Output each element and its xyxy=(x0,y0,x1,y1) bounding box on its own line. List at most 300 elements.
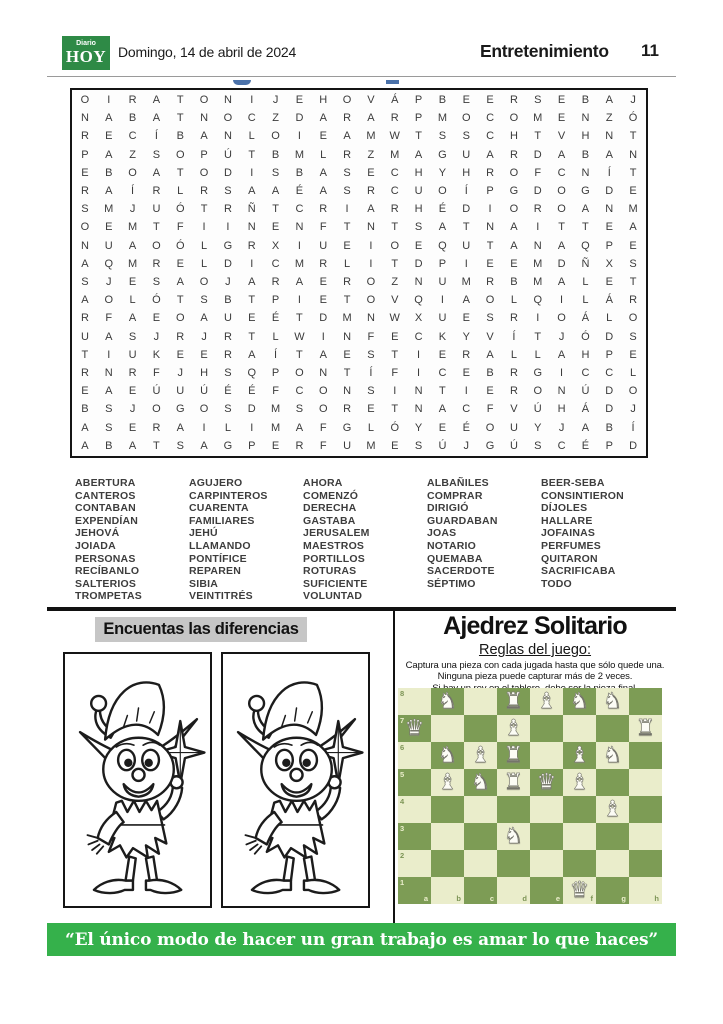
wordsearch-letter: O xyxy=(199,94,209,107)
wordsearch-letter: T xyxy=(248,148,256,161)
wordsearch-letter: J xyxy=(201,330,207,343)
wordsearch-letter: I xyxy=(536,312,540,325)
logo-diario-text: Diario xyxy=(76,40,96,47)
wordsearch-letter: T xyxy=(176,166,184,179)
wordsearch-letter: L xyxy=(177,185,184,198)
wordsearch-letter: F xyxy=(319,221,327,234)
wordsearch-letter: O xyxy=(533,385,543,398)
wordsearch-letter: É xyxy=(438,203,447,216)
wordsearch-letter: E xyxy=(367,166,375,179)
board-square xyxy=(629,796,662,823)
wordsearch-letter: E xyxy=(414,239,423,252)
board-square xyxy=(497,877,530,904)
wordsearch-letter: R xyxy=(343,112,352,125)
wordsearch-letter: T xyxy=(391,257,399,270)
wordsearch-letter: T xyxy=(248,330,256,343)
wordsearch-letter: M xyxy=(628,203,638,216)
wordsearch-letter: J xyxy=(630,403,636,416)
wordsearch-letter: C xyxy=(486,112,495,125)
wordsearch-letter: A xyxy=(105,112,113,125)
quote-bar xyxy=(47,923,676,956)
wordsearch-letter: É xyxy=(248,385,256,398)
wordsearch-letter: D xyxy=(295,112,304,125)
wordsearch-letter: R xyxy=(509,148,518,161)
wordsearch-letter: W xyxy=(294,330,305,343)
white-queen-icon: ♛ xyxy=(536,769,557,795)
white-bishop-icon: ♝ xyxy=(602,796,623,822)
board-square xyxy=(398,796,431,823)
wordsearch-letter: R xyxy=(295,439,304,452)
wordsearch-letter: B xyxy=(438,94,447,107)
wordsearch-letter: E xyxy=(319,294,327,307)
wordsearch-letter: L xyxy=(320,148,327,161)
wordsearch-letter: B xyxy=(271,148,280,161)
wordsearch-letter: M xyxy=(533,112,543,125)
file-label: e xyxy=(555,894,560,903)
wordsearch-letter: Z xyxy=(391,276,399,289)
wordsearch-letter: R xyxy=(128,367,137,380)
wordsearch-letter: I xyxy=(393,385,397,398)
wordsearch-letter: A xyxy=(367,203,375,216)
wordsearch-letter: N xyxy=(629,148,638,161)
wordsearch-letter: B xyxy=(605,421,613,434)
wordsearch-letter: I xyxy=(440,294,444,307)
wordsearch-letter: É xyxy=(224,385,232,398)
wordsearch-letter: N xyxy=(223,130,232,143)
wordsearch-letter: C xyxy=(295,385,304,398)
wordsearch-letter: N xyxy=(533,239,542,252)
wordsearch-letter: Ó xyxy=(390,421,400,434)
wordsearch-letter: R xyxy=(343,276,352,289)
wordsearch-letter: N xyxy=(80,112,89,125)
wordsearch-letter: É xyxy=(271,312,280,325)
wordsearch-letter: A xyxy=(557,148,566,161)
wordsearch-letter: D xyxy=(247,403,256,416)
wordsearch-letter: D xyxy=(462,203,471,216)
wordsearch-letter: C xyxy=(128,130,137,143)
wordsearch-letter: C xyxy=(271,257,280,270)
wordsearch-letter: A xyxy=(414,148,423,161)
wordsearch-letter: M xyxy=(127,257,138,270)
word-item: SACERDOTE xyxy=(426,565,495,578)
board-square xyxy=(398,850,431,877)
white-knight-icon: ♞ xyxy=(569,688,590,714)
word-item: JERUSALEM xyxy=(303,527,370,540)
wordsearch-letter: F xyxy=(319,439,327,452)
wordsearch-letter: C xyxy=(295,203,304,216)
wordsearch-letter: U xyxy=(414,185,423,198)
wordsearch-letter: A xyxy=(367,112,375,125)
wordsearch-letter: X xyxy=(414,312,423,325)
wordsearch-letter: N xyxy=(414,276,423,289)
word-item: LLAMANDO xyxy=(189,539,251,552)
white-bishop-icon: ♝ xyxy=(470,742,491,768)
wordsearch-letter: Z xyxy=(129,148,136,161)
wordsearch-letter: N xyxy=(247,221,256,234)
wordsearch-letter: E xyxy=(176,348,184,361)
header-divider xyxy=(47,76,676,77)
wordsearch-letter: J xyxy=(463,439,469,452)
wordsearch-letter: N xyxy=(80,239,89,252)
section-divider-horizontal xyxy=(47,607,676,611)
wordsearch-letter: I xyxy=(417,367,421,380)
wordsearch-letter: E xyxy=(248,312,256,325)
wordsearch-letter: L xyxy=(224,421,231,434)
wordsearch-letter: A xyxy=(557,239,566,252)
wordsearch-letter: V xyxy=(510,403,518,416)
wordsearch-letter: N xyxy=(295,221,304,234)
wordsearch-letter: T xyxy=(296,312,303,325)
board-square xyxy=(596,850,629,877)
wordsearch-letter: A xyxy=(81,257,89,270)
board-square xyxy=(398,877,431,904)
wordsearch-letter: G xyxy=(175,403,185,416)
wordsearch-letter: E xyxy=(200,348,208,361)
wordsearch-letter: E xyxy=(128,421,137,434)
wordsearch-letter: Ñ xyxy=(247,203,256,216)
wordsearch-letter: T xyxy=(272,203,279,216)
wordsearch-letter: F xyxy=(153,367,160,380)
wordsearch-letter: O xyxy=(223,112,233,125)
wordsearch-letter: O xyxy=(342,94,352,107)
wordsearch-letter: N xyxy=(605,203,614,216)
board-square xyxy=(431,715,464,742)
wordsearch-letter: Q xyxy=(247,367,257,380)
wordsearch-letter: F xyxy=(105,312,113,325)
date-text: Domingo, 14 de abril de 2024 xyxy=(118,44,297,60)
wordsearch-letter: I xyxy=(250,94,254,107)
board-square xyxy=(431,769,464,796)
wordsearch-letter: E xyxy=(557,112,566,125)
wordsearch-letter: E xyxy=(319,130,327,143)
wordsearch-letter: S xyxy=(105,403,113,416)
wordsearch-letter: G xyxy=(223,439,233,452)
wordsearch-letter: I xyxy=(536,221,540,234)
wordsearch-letter: E xyxy=(343,348,351,361)
section-divider-vertical xyxy=(393,611,395,925)
white-knight-icon: ♞ xyxy=(503,823,524,849)
wordsearch-letter: C xyxy=(462,403,471,416)
wordsearch-letter: M xyxy=(366,439,376,452)
board-square xyxy=(563,877,596,904)
wordsearch-letter: Y xyxy=(534,421,542,434)
wordsearch-letter: Í xyxy=(512,330,516,343)
white-queen-icon: ♛ xyxy=(569,877,590,903)
wordsearch-letter: A xyxy=(105,330,113,343)
wordsearch-letter: É xyxy=(581,439,590,452)
wordsearch-letter: S xyxy=(367,385,375,398)
wordsearch-letter: O xyxy=(557,203,566,216)
wordsearch-letter: T xyxy=(81,348,89,361)
wordsearch-letter: S xyxy=(629,330,637,343)
wordsearch-letter: A xyxy=(200,439,208,452)
chess-rule-line: Captura una pieza con cada jugada hasta que sólo quede una. xyxy=(405,660,665,671)
wordsearch-letter: R xyxy=(343,148,352,161)
wordsearch-letter: O xyxy=(628,385,638,398)
wordsearch-letter: R xyxy=(509,367,518,380)
wordsearch-letter: D xyxy=(605,403,614,416)
board-square xyxy=(629,742,662,769)
file-label: h xyxy=(654,894,659,903)
wordsearch-letter: S xyxy=(534,94,542,107)
wordsearch-letter: E xyxy=(105,221,113,234)
wordsearch-letter: L xyxy=(201,257,208,270)
wordsearch-letter: Í xyxy=(631,421,635,434)
spot-difference-image-left xyxy=(63,652,212,908)
wordsearch-letter: C xyxy=(605,367,614,380)
white-rook-icon: ♜ xyxy=(503,769,524,795)
board-square xyxy=(629,688,662,715)
wordsearch-letter: L xyxy=(510,294,517,307)
wordsearch-letter: A xyxy=(557,348,566,361)
wordsearch-letter: C xyxy=(390,166,399,179)
wordsearch-letter: R xyxy=(80,185,89,198)
wordsearch-letter: S xyxy=(105,421,113,434)
word-item: CANTEROS xyxy=(75,489,136,502)
wordsearch-letter: S xyxy=(152,148,161,161)
board-square xyxy=(629,715,662,742)
file-label: b xyxy=(456,894,461,903)
wordsearch-letter: C xyxy=(247,112,256,125)
wordsearch-letter: P xyxy=(605,439,613,452)
wordsearch-letter: I xyxy=(297,130,301,143)
wordsearch-letter: Ú xyxy=(533,403,542,416)
wordsearch-letter: A xyxy=(128,239,137,252)
white-queen-icon: ♛ xyxy=(404,715,425,741)
wordsearch-letter: T xyxy=(343,294,351,307)
wordsearch-letter: A xyxy=(486,348,494,361)
board-square xyxy=(596,769,629,796)
wordsearch-letter: J xyxy=(558,421,565,434)
wordsearch-letter: E xyxy=(81,166,89,179)
wordsearch-letter: E xyxy=(128,385,137,398)
wordsearch-letter: E xyxy=(629,185,637,198)
wordsearch-letter: T xyxy=(343,367,351,380)
wordsearch-letter: F xyxy=(272,385,279,398)
word-item: CARPINTEROS xyxy=(189,489,268,502)
decorative-blue-dash xyxy=(386,80,399,84)
wordsearch-letter: P xyxy=(414,94,423,107)
wordsearch-letter: Y xyxy=(462,330,470,343)
wordsearch-letter: S xyxy=(462,130,470,143)
wordsearch-letter: F xyxy=(391,367,399,380)
board-square xyxy=(530,688,563,715)
wordsearch-letter: Á xyxy=(391,94,399,107)
wordsearch-letter: A xyxy=(105,185,113,198)
white-knight-icon: ♞ xyxy=(602,688,623,714)
word-item: JOIADA xyxy=(75,539,116,552)
wordsearch-letter: O xyxy=(80,94,90,107)
wordsearch-letter: J xyxy=(129,203,136,216)
file-label: d xyxy=(522,894,527,903)
wordsearch-letter: I xyxy=(297,294,301,307)
board-square xyxy=(629,823,662,850)
wordsearch-letter: I xyxy=(107,94,111,107)
word-list-column xyxy=(541,477,655,603)
word-item: FAMILIARES xyxy=(189,514,255,527)
word-item: NOTARIO xyxy=(426,539,477,552)
word-item: PERFUMES xyxy=(540,539,601,552)
wordsearch-letter: P xyxy=(271,294,280,307)
wordsearch-letter: N xyxy=(200,112,209,125)
board-square xyxy=(464,742,497,769)
wordsearch-letter: R xyxy=(247,239,256,252)
wordsearch-letter: B xyxy=(486,367,494,380)
wordsearch-letter: D xyxy=(605,385,614,398)
wordsearch-letter: I xyxy=(488,203,492,216)
wordsearch-letter: I xyxy=(560,367,564,380)
wordsearch-letter: S xyxy=(271,166,280,179)
wordsearch-letter: T xyxy=(582,221,589,234)
board-square xyxy=(596,742,629,769)
board-square xyxy=(530,742,563,769)
wordsearch-puzzle xyxy=(70,88,648,458)
wordsearch-letter: S xyxy=(629,257,637,270)
wordsearch-letter: O xyxy=(175,148,185,161)
wordsearch-letter: N xyxy=(557,385,566,398)
board-square xyxy=(464,850,497,877)
wordsearch-letter: D xyxy=(223,257,232,270)
wordsearch-letter: U xyxy=(80,330,89,343)
wordsearch-letter: E xyxy=(438,348,447,361)
white-bishop-icon: ♝ xyxy=(536,688,557,714)
wordsearch-letter: Á xyxy=(605,294,613,307)
wordsearch-letter: B xyxy=(105,166,113,179)
wordsearch-letter: M xyxy=(294,148,304,161)
wordsearch-letter: A xyxy=(605,148,613,161)
wordsearch-letter: Z xyxy=(367,148,375,161)
word-item: MAESTROS xyxy=(303,539,365,552)
word-item: JEHÚ xyxy=(189,527,218,540)
wordsearch-letter: U xyxy=(104,239,113,252)
wordsearch-letter: R xyxy=(223,348,232,361)
wordsearch-letter: B xyxy=(128,112,137,125)
wordsearch-letter: B xyxy=(81,403,89,416)
wordsearch-letter: S xyxy=(224,367,232,380)
wordsearch-letter: M xyxy=(294,257,304,270)
word-list-column xyxy=(427,477,541,603)
wordsearch-letter: A xyxy=(271,185,280,198)
wordsearch-letter: T xyxy=(176,112,184,125)
word-item: HALLARE xyxy=(540,514,593,527)
wordsearch-letter: Q xyxy=(438,239,447,252)
board-square xyxy=(563,823,596,850)
wordsearch-letter: R xyxy=(80,367,89,380)
wordsearch-letter: S xyxy=(200,294,208,307)
word-item: GUARDABAN xyxy=(426,514,498,527)
wordsearch-letter: M xyxy=(461,276,471,289)
differences-title-bar xyxy=(95,617,307,642)
wordsearch-letter: T xyxy=(176,94,184,107)
decorative-blue-arc xyxy=(233,80,251,85)
wordsearch-letter: U xyxy=(462,239,471,252)
wordsearch-letter: R xyxy=(80,312,89,325)
wordsearch-letter: T xyxy=(415,130,422,143)
wordsearch-letter: A xyxy=(248,185,256,198)
wordsearch-letter: T xyxy=(462,221,470,234)
white-bishop-icon: ♝ xyxy=(437,769,458,795)
wordsearch-letter: C xyxy=(486,130,495,143)
wordsearch-letter: T xyxy=(629,276,637,289)
wordsearch-letter: I xyxy=(250,166,254,179)
wordsearch-letter: R xyxy=(343,403,352,416)
board-square xyxy=(596,688,629,715)
wordsearch-letter: A xyxy=(128,312,137,325)
white-knight-icon: ♞ xyxy=(470,769,491,795)
board-square xyxy=(398,823,431,850)
wordsearch-letter: A xyxy=(319,185,327,198)
wordsearch-letter: O xyxy=(366,294,376,307)
board-square xyxy=(530,850,563,877)
wordsearch-letter: R xyxy=(509,312,518,325)
wordsearch-letter: O xyxy=(461,112,471,125)
wordsearch-letter: T xyxy=(558,221,565,234)
wordsearch-letter: Á xyxy=(581,403,590,416)
wordsearch-letter: H xyxy=(581,348,590,361)
wordsearch-letter: I xyxy=(369,257,373,270)
wordsearch-letter: T xyxy=(153,439,160,452)
wordsearch-letter: N xyxy=(319,367,328,380)
wordsearch-letter: A xyxy=(581,203,590,216)
wordsearch-letter: S xyxy=(343,166,351,179)
spot-difference-image-right xyxy=(221,652,370,908)
wordsearch-letter: E xyxy=(510,257,518,270)
word-item: COMPRAR xyxy=(426,489,483,502)
board-square xyxy=(563,769,596,796)
board-square xyxy=(464,769,497,796)
word-item: DERECHA xyxy=(303,502,357,515)
wordsearch-letter: O xyxy=(199,276,209,289)
wordsearch-letter: F xyxy=(319,421,327,434)
wordsearch-letter: O xyxy=(509,112,519,125)
wordsearch-letter: O xyxy=(318,385,328,398)
board-square xyxy=(431,742,464,769)
wordsearch-letter: B xyxy=(224,294,232,307)
wordsearch-letter: E xyxy=(271,221,280,234)
wordsearch-letter: M xyxy=(533,257,543,270)
wordsearch-letter: D xyxy=(533,185,542,198)
wordsearch-letter: Ó xyxy=(628,112,638,125)
wordsearch-letter: M xyxy=(342,312,352,325)
wordsearch-letter: P xyxy=(486,185,494,198)
wordsearch-letter: A xyxy=(105,385,113,398)
word-item: CONSINTIERON xyxy=(540,489,624,502)
wordsearch-letter: I xyxy=(321,330,325,343)
wordsearch-letter: S xyxy=(414,439,423,452)
wordsearch-letter: U xyxy=(223,312,232,325)
wordsearch-letter: Í xyxy=(607,166,611,179)
elf-drawing xyxy=(68,659,207,901)
wordsearch-letter: R xyxy=(223,330,232,343)
wordsearch-letter: Ó xyxy=(581,330,590,343)
wordsearch-letter: S xyxy=(343,185,351,198)
wordsearch-letter: A xyxy=(343,130,351,143)
wordsearch-letter: A xyxy=(152,94,161,107)
board-square xyxy=(530,769,563,796)
wordsearch-letter: A xyxy=(462,294,470,307)
wordsearch-letter: R xyxy=(152,257,161,270)
wordsearch-letter: T xyxy=(629,166,637,179)
word-item: AGUJERO xyxy=(189,477,243,489)
wordsearch-letter: I xyxy=(107,348,111,361)
wordsearch-letter: Q xyxy=(581,239,590,252)
wordsearch-letter: G xyxy=(509,185,519,198)
diario-hoy-logo xyxy=(62,36,110,70)
wordsearch-letter: L xyxy=(606,312,613,325)
word-item: SIBIA xyxy=(189,577,219,590)
wordsearch-letter: O xyxy=(152,239,161,252)
wordsearch-letter: Ú xyxy=(152,385,161,398)
